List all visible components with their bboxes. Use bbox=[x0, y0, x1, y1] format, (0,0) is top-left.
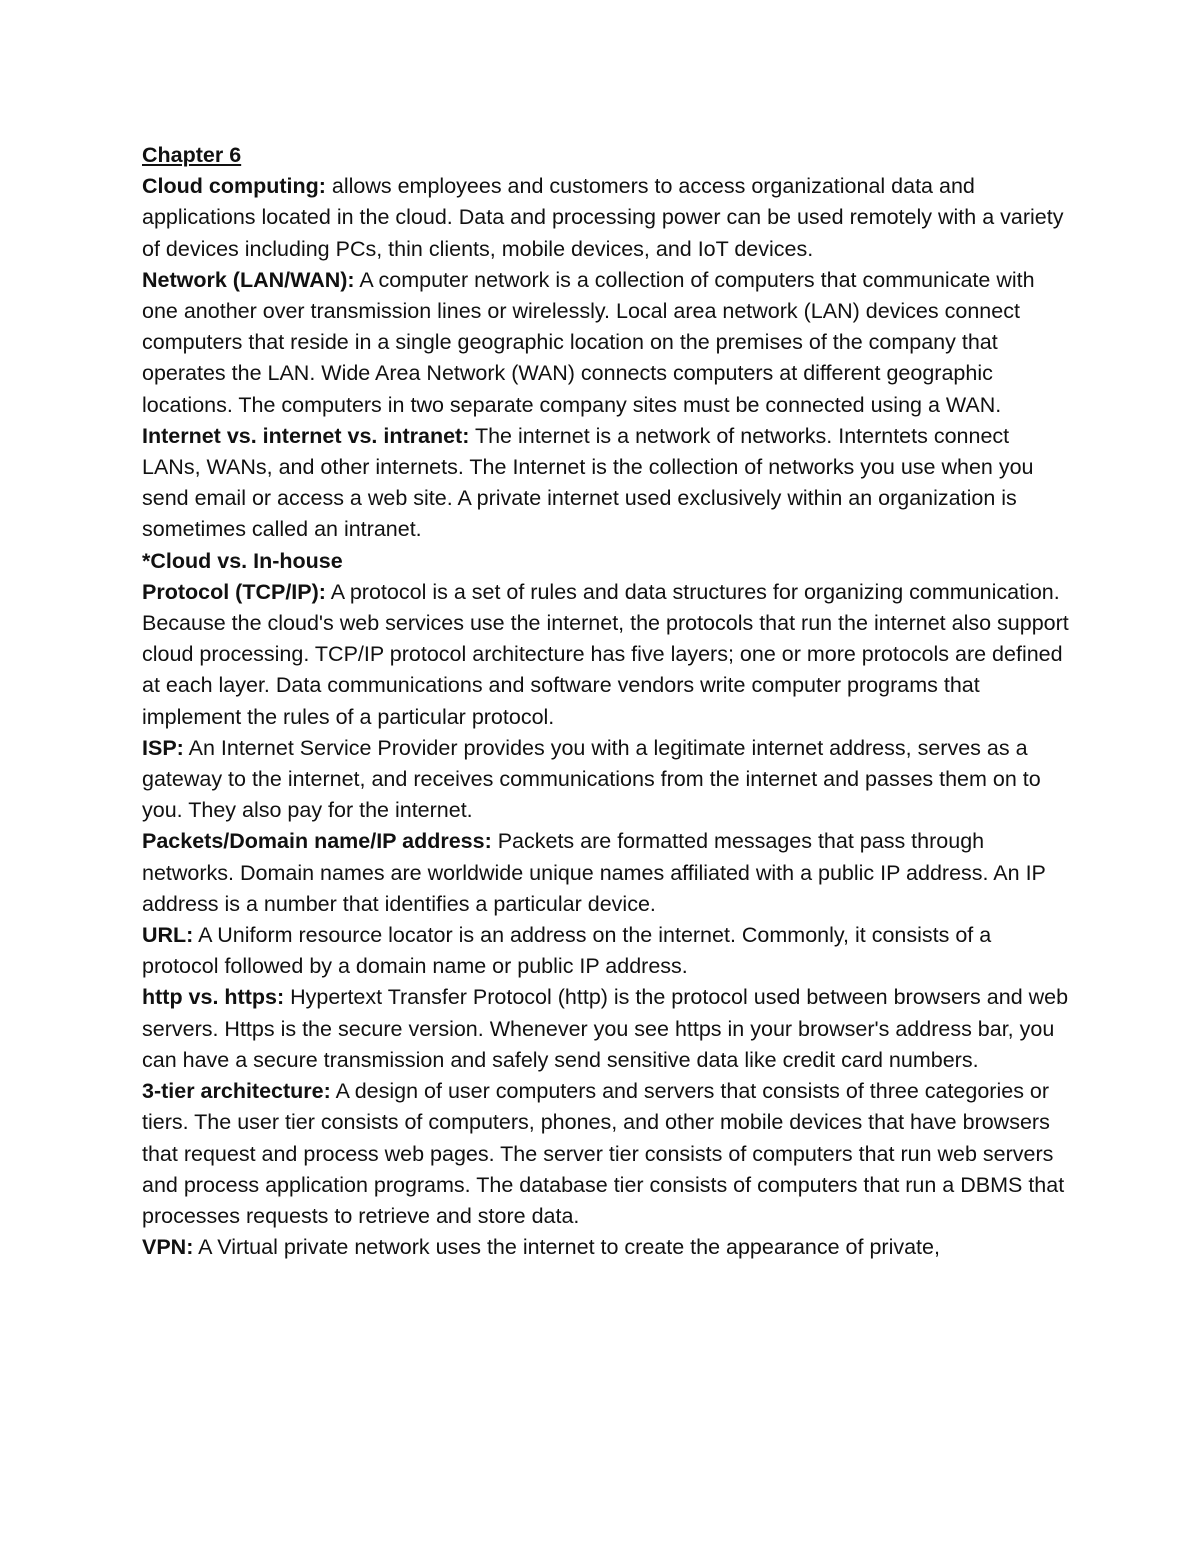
entry-term: Network (LAN/WAN): bbox=[142, 267, 355, 292]
entry-definition: A design of user computers and servers that consists of three categories or tiers. The user tier consists of computers, phones, and other mobile devices that have browsers that request and process web pages. The server tier consists of computers that run web servers and process application programs. The database tier consists of computers that run a DBMS that processes requests to retrieve and store data. bbox=[142, 1079, 1065, 1228]
entry-definition: A computer network is a collection of computers that communicate with one another over transmission lines or wirelessly. Local area network (LAN) devices connect computers that reside in a single geographic location on the premises of the company that operates the LAN. Wide Area Network (WAN) connects computers at different geographic locations. The computers in two separate company sites must be connected using a WAN. bbox=[142, 267, 1035, 417]
entry-term: *Cloud vs. In-house bbox=[142, 548, 343, 573]
entry-vpn bbox=[142, 1232, 1072, 1263]
entry-isp bbox=[142, 733, 1072, 827]
chapter-title: Chapter 6 bbox=[142, 143, 242, 167]
entry-term: http vs. https: bbox=[142, 985, 285, 1010]
entry-network bbox=[142, 265, 1072, 421]
entry-definition: A Virtual private network uses the internet to create the appearance of private, bbox=[193, 1235, 940, 1260]
entry-term: 3-tier architecture: bbox=[142, 1079, 331, 1104]
entry-cloud-vs-inhouse bbox=[142, 546, 1072, 577]
entry-http bbox=[142, 982, 1072, 1076]
entry-url bbox=[142, 920, 1072, 982]
entry-term: URL: bbox=[142, 923, 194, 948]
entry-definition: Packets are formatted messages that pass through networks. Domain names are worldwide unique names affiliated with a public IP address. An IP address is a number that identifies a particular device. bbox=[142, 829, 1046, 916]
entry-definition: A protocol is a set of rules and data structures for organizing communication. Because the cloud's web services use the internet, the protocols that run the internet also support cloud processing. TCP/IP protocol architecture has five layers; one or more protocols are defined at each layer. Data communications and software vendors write computer programs that implement the rules of a particular protocol. bbox=[142, 579, 1069, 729]
entry-packets bbox=[142, 826, 1072, 920]
entry-internet bbox=[142, 421, 1072, 546]
entry-protocol bbox=[142, 577, 1072, 733]
entry-3-tier bbox=[142, 1076, 1072, 1232]
entry-definition: A Uniform resource locator is an address on the internet. Commonly, it consists of a protocol followed by a domain name or public IP address. bbox=[142, 923, 992, 979]
document-body bbox=[142, 140, 1072, 1263]
entry-term: Packets/Domain name/IP address: bbox=[142, 829, 492, 854]
entry-term: Protocol (TCP/IP): bbox=[142, 579, 326, 604]
entry-term: VPN: bbox=[142, 1235, 194, 1260]
entry-definition: allows employees and customers to access organizational data and applications located in the cloud. Data and processing power can be used remotely with a variety of devices including PCs, thin clients, mobile devices, and IoT devices. bbox=[142, 174, 1064, 261]
entry-term: Internet vs. internet vs. intranet: bbox=[142, 423, 470, 448]
entry-cloud-computing bbox=[142, 171, 1072, 265]
entry-term: ISP: bbox=[142, 735, 184, 760]
entry-definition: Hypertext Transfer Protocol (http) is the protocol used between browsers and web servers. Https is the secure version. Whenever you see https in your browser's address bar, you can have a secure transmission and safely send sensitive data like credit card numbers. bbox=[142, 985, 1069, 1072]
entry-definition: The internet is a network of networks. Interntets connect LANs, WANs, and other internets. The Internet is the collection of networks you use when you send email or access a web site. A private internet used exclusively within an organization is sometimes called an intranet. bbox=[142, 423, 1034, 542]
entry-definition: An Internet Service Provider provides you with a legitimate internet address, serves as a gateway to the internet, and receives communications from the internet and passes them on to you. They also pay for the internet. bbox=[142, 735, 1041, 823]
entry-term: Cloud computing: bbox=[142, 174, 326, 199]
